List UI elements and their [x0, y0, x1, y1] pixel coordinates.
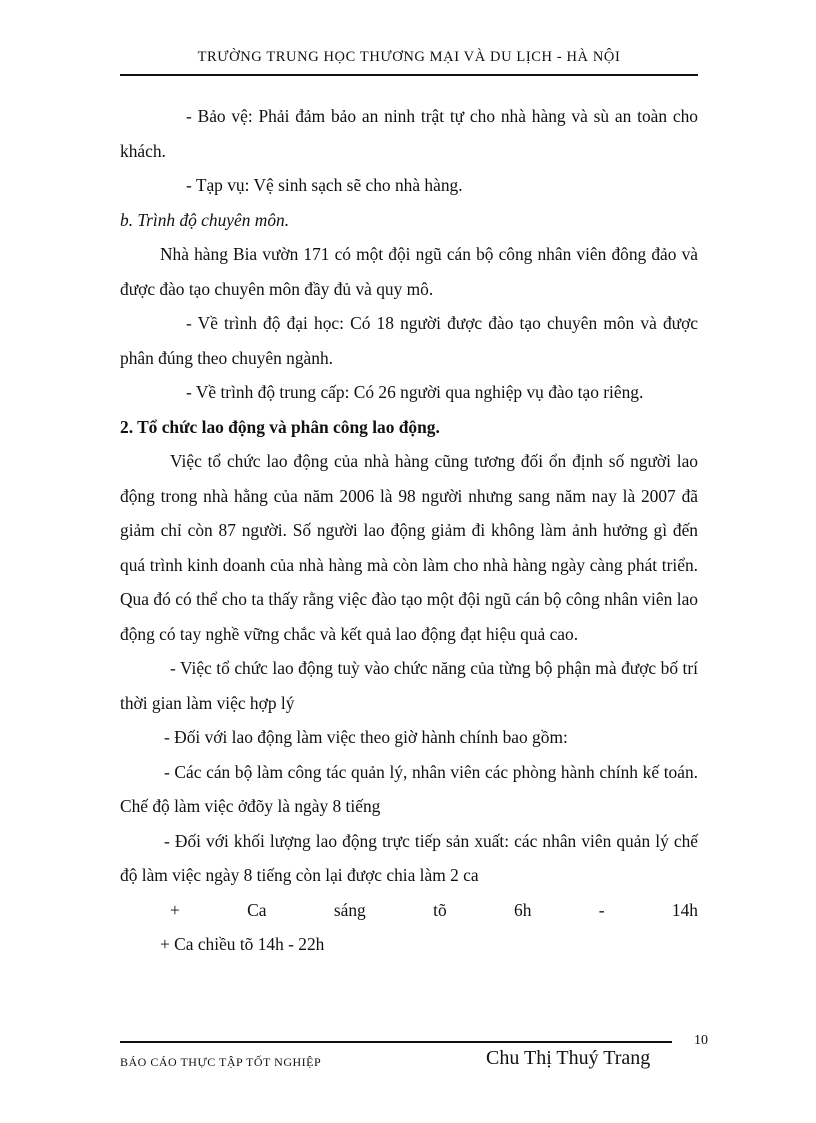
page-number: 10: [694, 1033, 708, 1048]
paragraph-hanh-chinh: - Đối với lao động làm việc theo giờ hành chính bao gồm:: [164, 727, 568, 747]
section-heading-to-chuc: 2. Tổ chức lao động và phân công lao động.: [120, 416, 440, 437]
shift-word: tõ: [433, 899, 447, 920]
footer-author: Chu Thị Thuý Trang: [486, 1047, 651, 1069]
paragraph-can-bo: - Các cán bộ làm công tác quản lý, nhân viên các phòng hành chính kế toán. Chế độ làm việc ởđõy là ngày 8 tiếng: [120, 761, 698, 816]
paragraph-trung-cap: - Về trình độ trung cấp: Có 26 người qua nghiệp vụ đào tạo riêng.: [186, 382, 644, 402]
document-body: [120, 99, 698, 962]
shift-word: 6h: [514, 899, 532, 920]
shift-word: Ca: [247, 899, 267, 920]
paragraph-to-chuc-lao-dong: Việc tổ chức lao động của nhà hàng cũng tương đối ổn định số người lao động trong nhà hằng của năm 2006 là 98 người nhưng sang năm nay là 2007 đã giảm chỉ còn 87 người. Số người lao động giảm đi không làm ảnh hưởng gì đến quá trình kinh doanh của nhà hàng mà còn làm cho nhà hàng ngày càng phát triển. Qua đó có thể cho ta thấy rằng việc đào tạo một đội ngũ cán bộ công nhân viên lao động có tay nghề vững chắc và kết quả lao động đạt hiệu quả cao.: [120, 451, 698, 644]
paragraph-dai-hoc: - Về trình độ đại học: Có 18 người được đào tạo chuyên môn và được phân đúng theo chuyên ngành.: [120, 313, 698, 368]
shift-word: 14h: [671, 899, 698, 920]
paragraph-doi-ngu: Nhà hàng Bia vườn 171 có một đội ngũ cán bộ công nhân viên đông đảo và được đào tạo chuyên môn đầy đủ và quy mô.: [120, 244, 698, 299]
section-heading-trinh-do: b. Trình độ chuyên môn.: [120, 209, 290, 230]
header-divider: [120, 74, 698, 76]
shift-word: -: [598, 899, 605, 920]
paragraph-bao-ve: - Bảo vệ: Phải đảm bảo an ninh trật tự cho nhà hàng và sù an toàn cho khách.: [120, 106, 698, 161]
page-header: TRƯỜNG TRUNG HỌC THƯƠNG MẠI VÀ DU LỊCH - HÀ NỘI: [197, 49, 621, 65]
shift-afternoon-line: + Ca chiều tõ 14h - 22h: [160, 934, 325, 954]
paragraph-tap-vu: - Tạp vụ: Vệ sinh sạch sẽ cho nhà hàng.: [186, 175, 463, 195]
footer-report-title: BÁO CÁO THỰC TẬP TỐT NGHIỆP: [120, 1055, 322, 1069]
paragraph-bo-tri: - Việc tổ chức lao động tuỳ vào chức năng của từng bộ phận mà được bố trí thời gian làm việc hợp lý: [120, 658, 698, 713]
shift-word: +: [170, 899, 180, 920]
footer-divider: [120, 1041, 672, 1043]
shift-word: sáng: [333, 899, 366, 920]
shift-morning-line: [120, 893, 698, 928]
paragraph-san-xuat: - Đối với khối lượng lao động trực tiếp sản xuất: các nhân viên quản lý chế độ làm việc ngày 8 tiếng còn lại được chia làm 2 ca: [120, 830, 698, 885]
